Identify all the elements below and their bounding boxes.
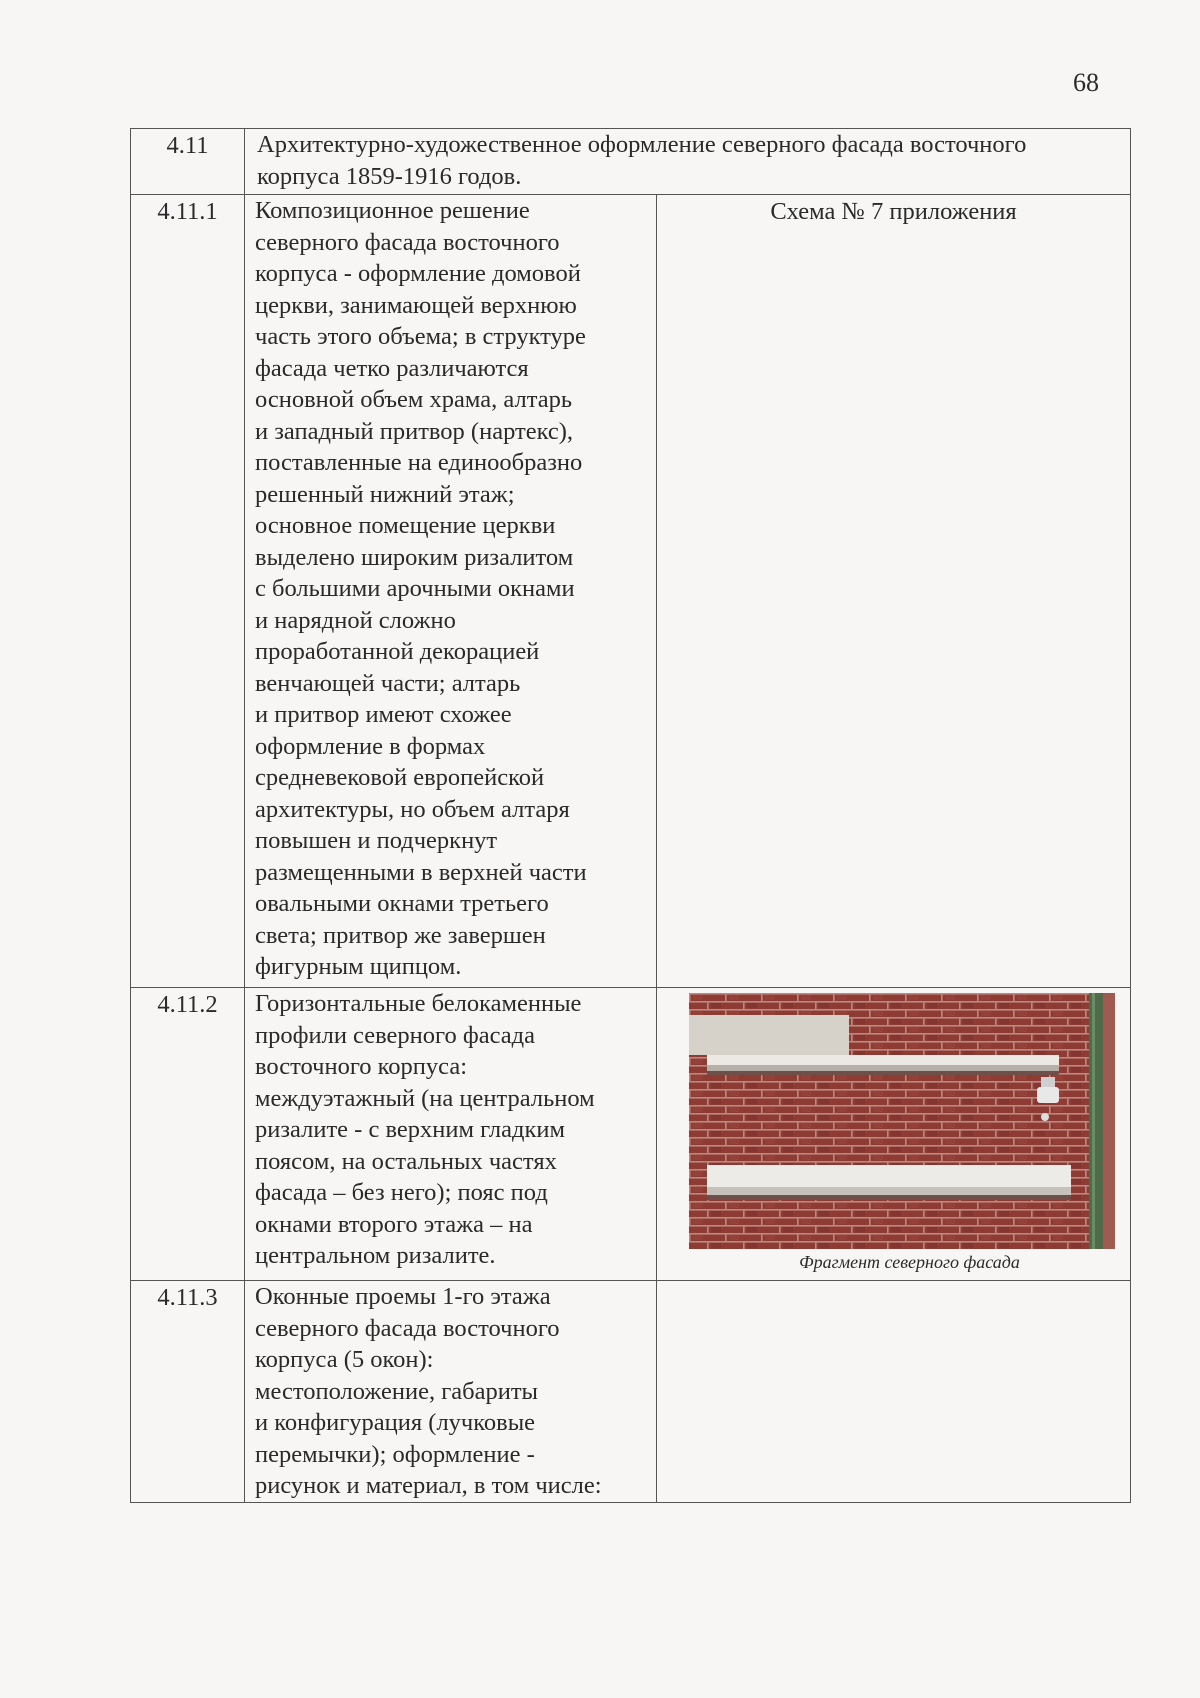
row-description: Оконные проемы 1-го этажа северного фасада восточного корпуса (5 окон): местоположение, габариты и конфигурация (лучковые перемычки); оформление - рисунок и материал, в том числе: [245, 1281, 657, 1503]
photo-cell [657, 988, 1131, 1281]
row-description: Композиционное решение северного фасада восточного корпуса - оформление домовой церкви, занимающей верхнюю часть этого объема; в структуре фасада четко различаются основной объем храма, алтарь и западный притвор (нартекс), поставленные на единообразно решенный нижний этаж; основное помещение церкви выделено широким ризалитом с большими арочными окнами и нарядной сложно проработанной декорацией венчающей части; алтарь и притвор имеют схожее оформление в формах средневековой европейской архитектуры, но объем алтаря повышен и подчеркнут размещенными в верхней части овальными окнами третьего света; притвор же завершен фигурным щипцом. [245, 195, 657, 988]
row-number: 4.11.2 [131, 988, 245, 1281]
facade-photo [689, 993, 1115, 1249]
page-number: 68 [1073, 68, 1099, 97]
table-row-4-11 [131, 129, 1131, 195]
scheme-reference: Схема № 7 приложения [770, 198, 1017, 225]
empty-cell [657, 1281, 1131, 1503]
table-row-4-11-1 [131, 195, 1131, 988]
row-number: 4.11.1 [131, 195, 245, 988]
row-number: 4.11 [131, 129, 245, 195]
row-number: 4.11.3 [131, 1281, 245, 1503]
scheme-reference-cell [657, 195, 1131, 988]
attributes-table [130, 128, 1131, 1503]
row-description: Горизонтальные белокаменные профили северного фасада восточного корпуса: междуэтажный (на центральном ризалите - с верхним гладким поясом, на остальных частях фасада – без него); пояс под окнами второго этажа – на центральном ризалите. [245, 988, 657, 1281]
photo-caption: Фрагмент северного фасада [799, 1252, 1020, 1272]
section-heading: Архитектурно-художественное оформление северного фасада восточного корпуса 1859-1916 годов. [245, 129, 1131, 195]
table-row-4-11-3 [131, 1281, 1131, 1503]
table-row-4-11-2 [131, 988, 1131, 1281]
